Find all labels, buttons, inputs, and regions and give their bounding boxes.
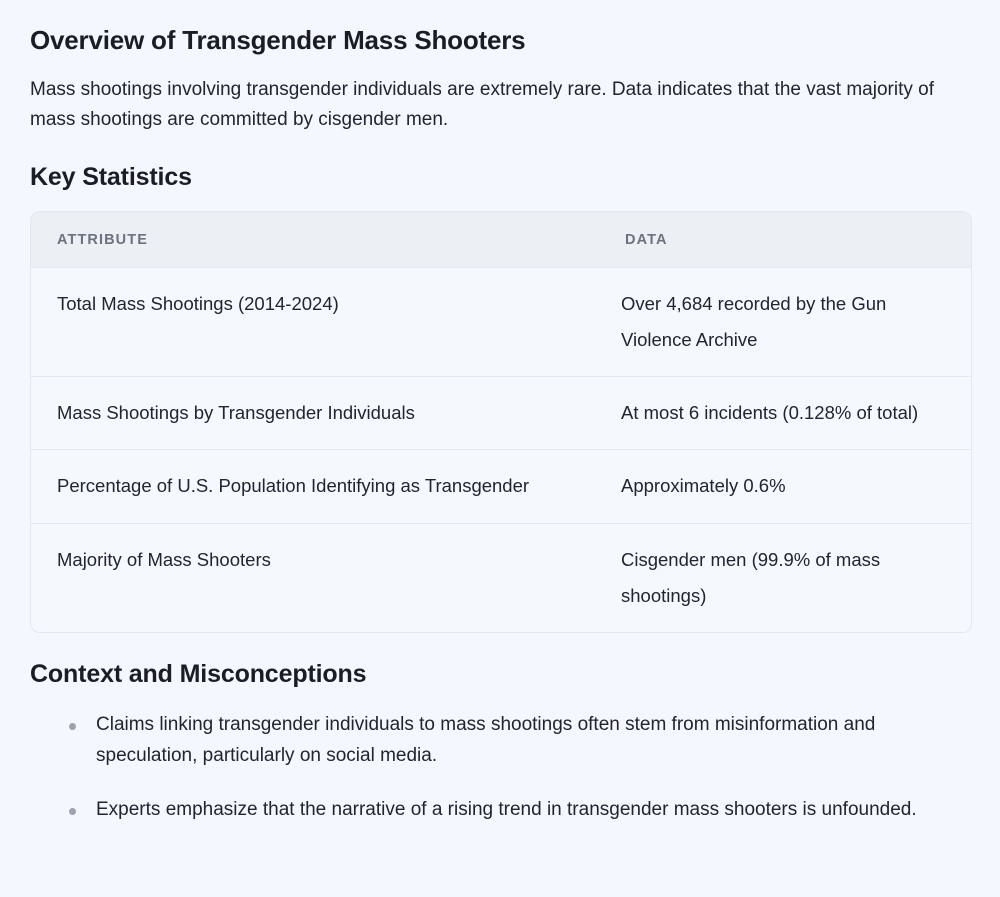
cell-data: Approximately 0.6% [599,450,971,523]
table-head [31,212,971,268]
table-row [31,268,971,377]
context-bullet-list [30,710,970,826]
table-row [31,450,971,523]
cell-attribute: Majority of Mass Shooters [31,523,599,632]
list-item-text: Experts emphasize that the narrative of a rising trend in transgender mass shooters is unfounded. [96,799,917,821]
cell-attribute: Mass Shootings by Transgender Individuals [31,377,599,450]
page-title: Overview of Transgender Mass Shooters [30,25,526,55]
cell-data: Over 4,684 recorded by the Gun Violence Archive [599,268,971,377]
table-header-row [31,212,971,268]
list-item-text: Claims linking transgender individuals to mass shootings often stem from misinformation and speculation, particularly on social media. [96,713,876,766]
column-header-data: DATA [599,212,971,268]
cell-data: Cisgender men (99.9% of mass shootings) [599,523,971,632]
key-statistics-table-container [30,211,972,632]
intro-paragraph: Mass shootings involving transgender individuals are extremely rare. Data indicates that the vast majority of mass shootings are committed by cisgender men. [30,78,934,131]
table-row [31,523,971,632]
cell-attribute: Total Mass Shootings (2014-2024) [31,268,599,377]
cell-data: At most 6 incidents (0.128% of total) [599,377,971,450]
table-body [31,268,971,632]
table-row [31,377,971,450]
section-heading-context-and-misconceptions: Context and Misconceptions [30,659,367,688]
key-statistics-table [31,212,971,631]
bullet-point-icon [69,808,76,815]
cell-attribute: Percentage of U.S. Population Identifying as Transgender [31,450,599,523]
list-item [30,795,970,826]
list-item [30,710,970,772]
bullet-point-icon [69,723,76,730]
section-heading-key-statistics: Key Statistics [30,163,192,192]
column-header-attribute: ATTRIBUTE [31,212,599,268]
